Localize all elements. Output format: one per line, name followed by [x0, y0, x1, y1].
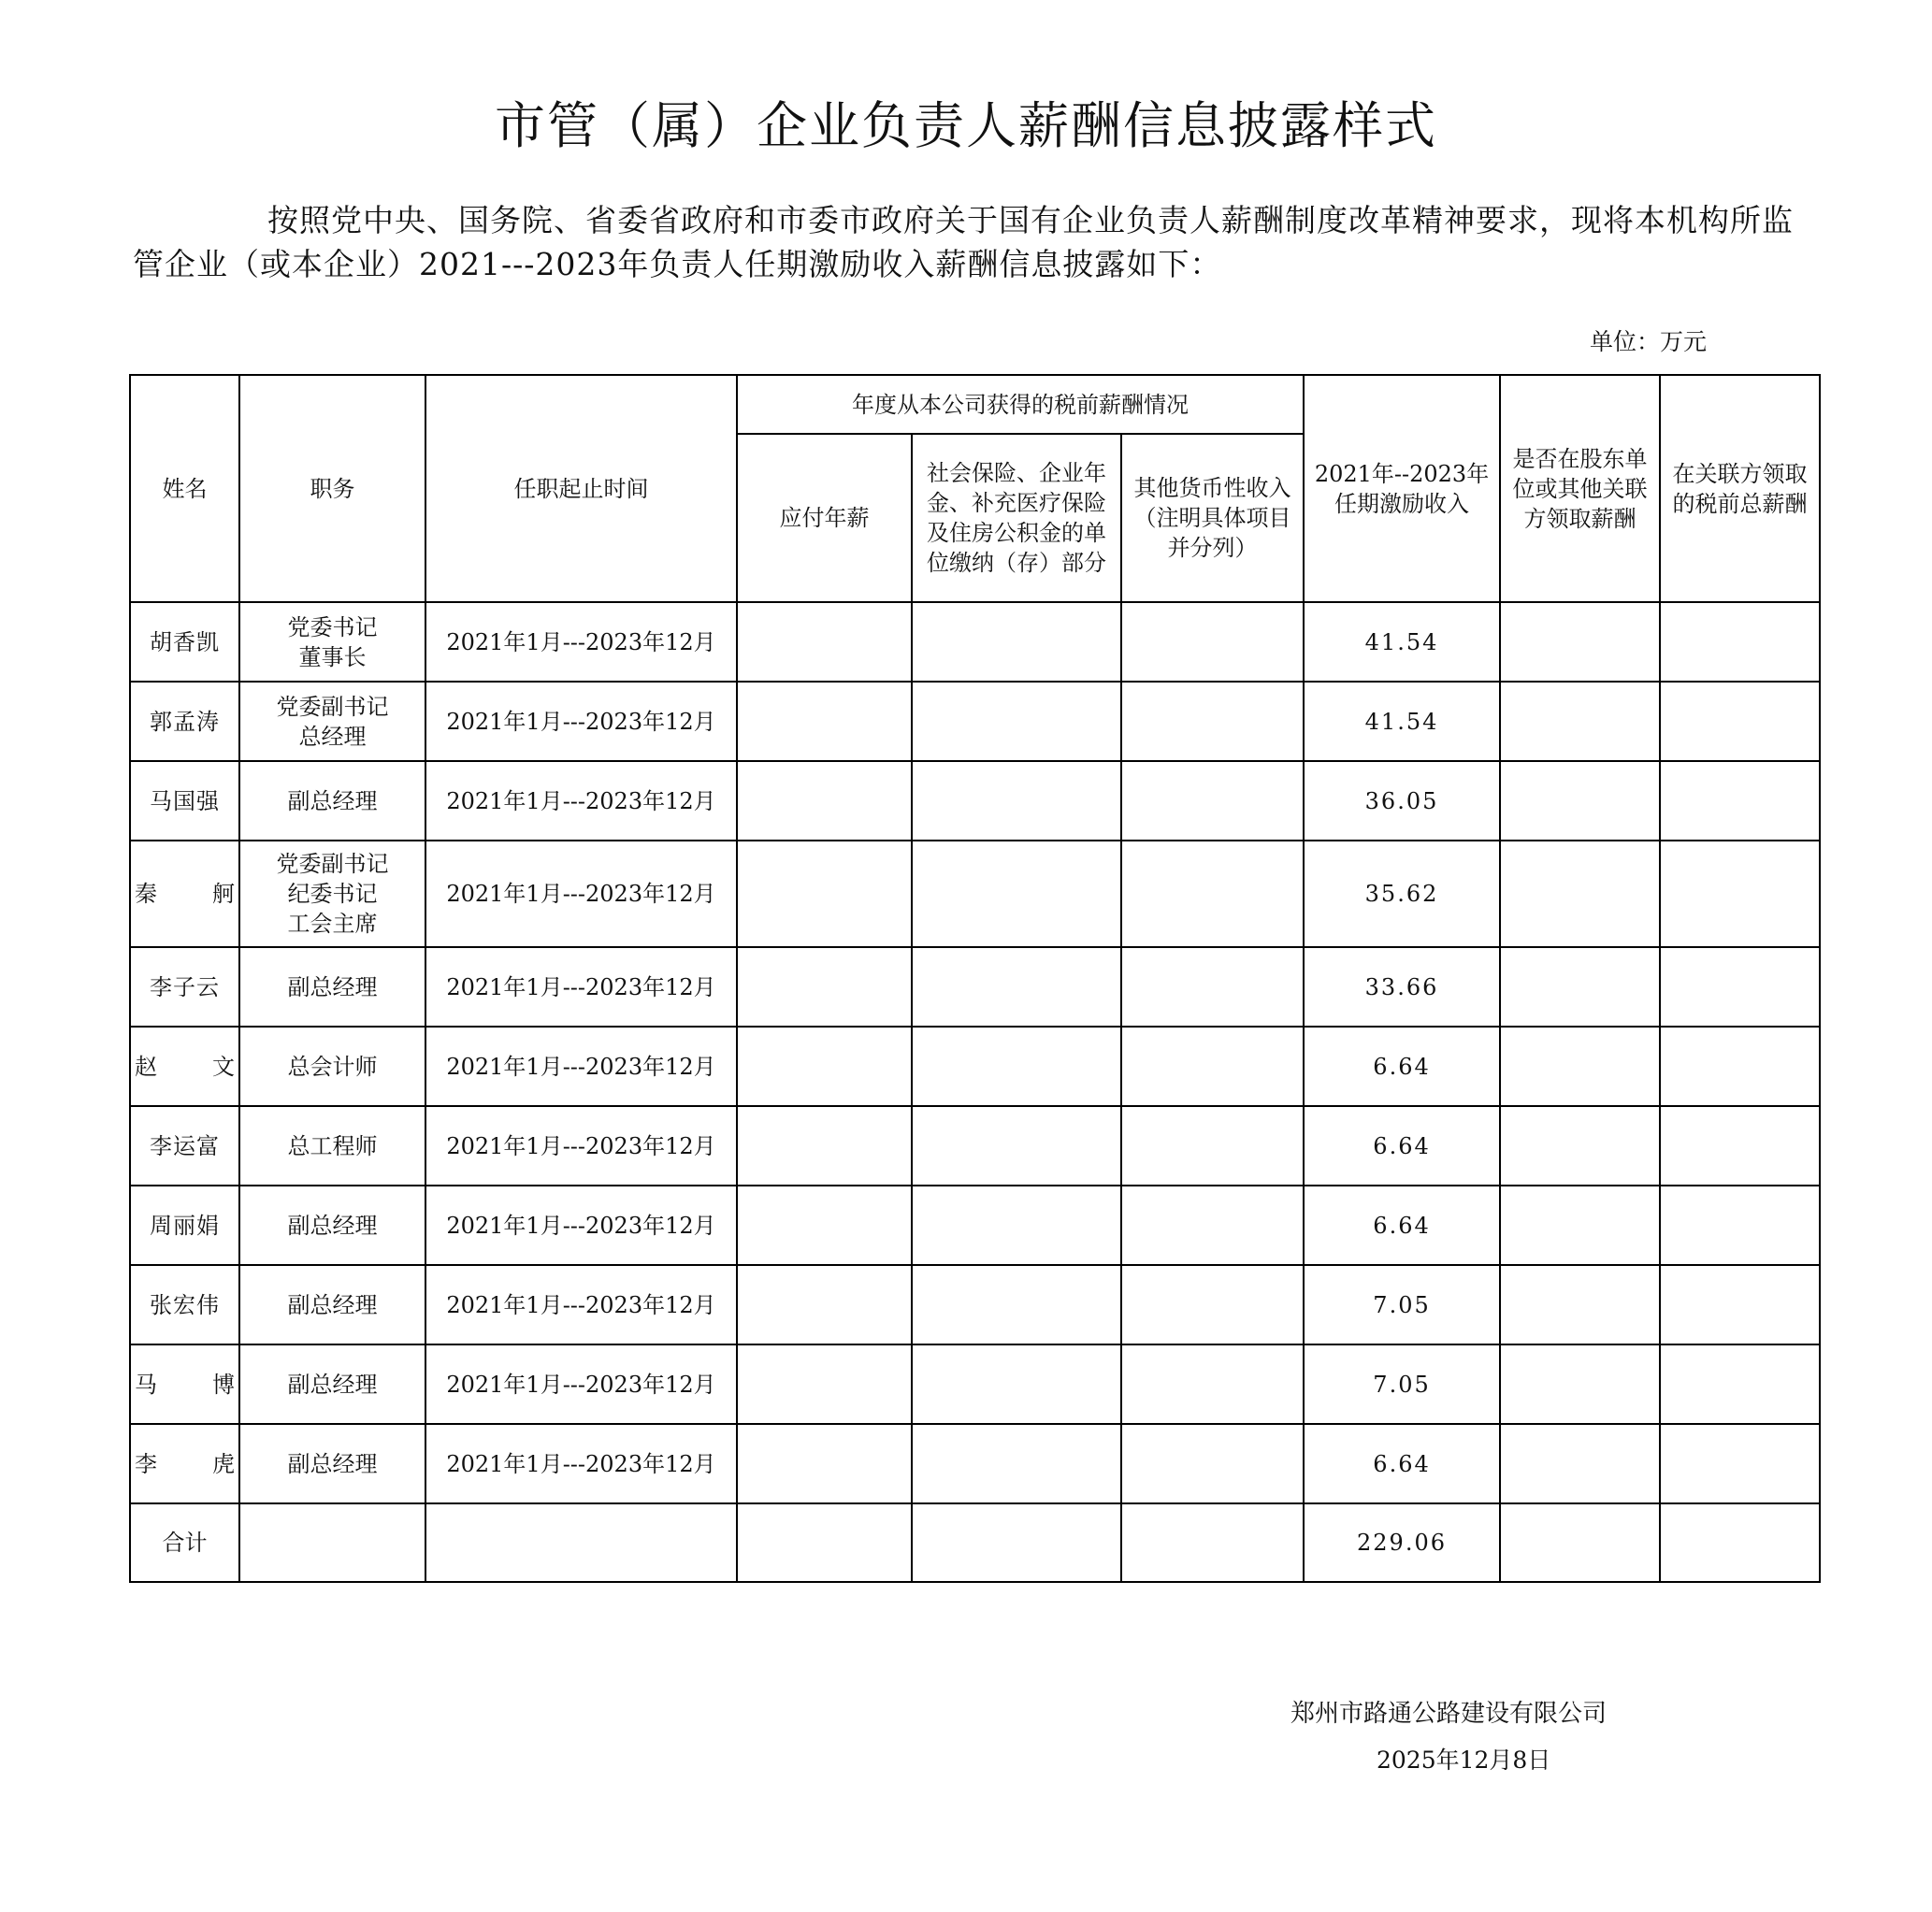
row-other-income [1121, 1265, 1304, 1344]
header-related-total: 在关联方领取的税前总薪酬 [1660, 375, 1820, 602]
row-related-total [1660, 1344, 1820, 1424]
position-line: 董事长 [298, 643, 367, 670]
row-tenure-incentive: 6.64 [1304, 1027, 1500, 1106]
row-related-party [1500, 761, 1660, 841]
table-row [130, 1186, 1820, 1265]
document-title: 市管（属）企业负责人薪酬信息披露样式 [495, 96, 1437, 155]
row-social-insurance [912, 1265, 1121, 1344]
row-position: 副总经理 [239, 1344, 425, 1424]
row-position [239, 602, 425, 682]
row-other-income [1121, 602, 1304, 682]
header-row [130, 375, 1820, 434]
total-term [425, 1503, 737, 1582]
header-other-income: 其他货币性收入（注明具体项目并分列） [1121, 434, 1304, 602]
row-social-insurance [912, 1186, 1121, 1265]
row-related-party [1500, 682, 1660, 761]
row-related-party [1500, 841, 1660, 947]
table-row [130, 1106, 1820, 1186]
header-payable-salary: 应付年薪 [737, 434, 912, 602]
row-tenure-incentive: 7.05 [1304, 1344, 1500, 1424]
row-position: 副总经理 [239, 1265, 425, 1344]
table-row [130, 1265, 1820, 1344]
total-social-insurance [912, 1503, 1121, 1582]
total-position [239, 1503, 425, 1582]
row-name: 郭孟涛 [130, 682, 239, 761]
row-term: 2021年1月---2023年12月 [425, 1027, 737, 1106]
row-other-income [1121, 841, 1304, 947]
row-other-income [1121, 1344, 1304, 1424]
row-related-party [1500, 1027, 1660, 1106]
row-term: 2021年1月---2023年12月 [425, 1424, 737, 1503]
position-line: 党委书记 [287, 613, 378, 640]
row-payable-salary [737, 602, 912, 682]
row-name: 李子云 [130, 947, 239, 1027]
row-position [239, 682, 425, 761]
row-payable-salary [737, 1106, 912, 1186]
row-payable-salary [737, 682, 912, 761]
header-position: 职务 [239, 375, 425, 602]
row-position: 总会计师 [239, 1027, 425, 1106]
row-payable-salary [737, 1344, 912, 1424]
row-other-income [1121, 947, 1304, 1027]
table-row [130, 1424, 1820, 1503]
row-term: 2021年1月---2023年12月 [425, 602, 737, 682]
row-name: 马国强 [130, 761, 239, 841]
row-other-income [1121, 682, 1304, 761]
row-name: 赵文 [130, 1027, 239, 1106]
row-term: 2021年1月---2023年12月 [425, 761, 737, 841]
row-name: 马博 [130, 1344, 239, 1424]
row-payable-salary [737, 1265, 912, 1344]
position-line: 总经理 [298, 723, 367, 750]
table-row [130, 947, 1820, 1027]
row-social-insurance [912, 841, 1121, 947]
row-payable-salary [737, 841, 912, 947]
row-position: 副总经理 [239, 1186, 425, 1265]
row-term: 2021年1月---2023年12月 [425, 1186, 737, 1265]
row-name: 胡香凯 [130, 602, 239, 682]
row-term: 2021年1月---2023年12月 [425, 682, 737, 761]
row-related-total [1660, 1106, 1820, 1186]
position-line: 党委副书记 [276, 693, 389, 720]
row-related-total [1660, 841, 1820, 947]
intro-paragraph: 按照党中央、国务院、省委省政府和市委市政府关于国有企业负责人薪酬制度改革精神要求，现将本机构所监管企业（或本企业）2021---2023年负责人任期激励收入薪酬信息披露如下： [133, 202, 1794, 282]
row-term: 2021年1月---2023年12月 [425, 1265, 737, 1344]
row-position: 副总经理 [239, 761, 425, 841]
row-tenure-incentive: 6.64 [1304, 1424, 1500, 1503]
row-tenure-incentive: 33.66 [1304, 947, 1500, 1027]
row-social-insurance [912, 602, 1121, 682]
row-social-insurance [912, 1106, 1121, 1186]
total-payable-salary [737, 1503, 912, 1582]
row-other-income [1121, 1027, 1304, 1106]
row-social-insurance [912, 761, 1121, 841]
row-name: 李运富 [130, 1106, 239, 1186]
row-position: 总工程师 [239, 1106, 425, 1186]
position-line: 纪委书记 [287, 881, 378, 907]
row-term: 2021年1月---2023年12月 [425, 1344, 737, 1424]
row-related-total [1660, 1424, 1820, 1503]
row-related-party [1500, 1186, 1660, 1265]
row-name: 周丽娟 [130, 1186, 239, 1265]
header-related-party: 是否在股东单位或其他关联方领取薪酬 [1500, 375, 1660, 602]
row-social-insurance [912, 947, 1121, 1027]
row-other-income [1121, 1106, 1304, 1186]
row-related-total [1660, 1027, 1820, 1106]
row-related-total [1660, 947, 1820, 1027]
row-social-insurance [912, 1424, 1121, 1503]
row-tenure-incentive: 7.05 [1304, 1265, 1500, 1344]
total-related-party [1500, 1503, 1660, 1582]
row-related-total [1660, 761, 1820, 841]
row-payable-salary [737, 947, 912, 1027]
row-social-insurance [912, 682, 1121, 761]
row-term: 2021年1月---2023年12月 [425, 947, 737, 1027]
row-related-party [1500, 1106, 1660, 1186]
table-row [130, 602, 1820, 682]
footer-date: 2025年12月8日 [1377, 1747, 1551, 1774]
row-tenure-incentive: 6.64 [1304, 1106, 1500, 1186]
row-tenure-incentive: 35.62 [1304, 841, 1500, 947]
row-related-total [1660, 602, 1820, 682]
row-other-income [1121, 1186, 1304, 1265]
total-other-income [1121, 1503, 1304, 1582]
header-annual-group: 年度从本公司获得的税前薪酬情况 [737, 375, 1304, 434]
total-related-total [1660, 1503, 1820, 1582]
row-related-party [1500, 947, 1660, 1027]
row-position: 副总经理 [239, 947, 425, 1027]
position-line: 党委副书记 [276, 851, 389, 877]
row-related-party [1500, 602, 1660, 682]
table-row [130, 761, 1820, 841]
total-label: 合计 [130, 1503, 239, 1582]
row-related-party [1500, 1424, 1660, 1503]
position-line: 工会主席 [287, 911, 378, 937]
row-payable-salary [737, 1424, 912, 1503]
row-term: 2021年1月---2023年12月 [425, 1106, 737, 1186]
table-row [130, 1027, 1820, 1106]
row-tenure-incentive: 41.54 [1304, 682, 1500, 761]
row-term: 2021年1月---2023年12月 [425, 841, 737, 947]
unit-label: 单位：万元 [1590, 328, 1708, 355]
row-tenure-incentive: 36.05 [1304, 761, 1500, 841]
row-name: 秦舸 [130, 841, 239, 947]
footer-company: 郑州市路通公路建设有限公司 [1290, 1700, 1608, 1728]
row-social-insurance [912, 1344, 1121, 1424]
row-position: 副总经理 [239, 1424, 425, 1503]
total-tenure-incentive: 229.06 [1304, 1503, 1500, 1582]
row-other-income [1121, 761, 1304, 841]
header-social-insurance: 社会保险、企业年金、补充医疗保险及住房公积金的单位缴纳（存）部分 [912, 434, 1121, 602]
row-tenure-incentive: 41.54 [1304, 602, 1500, 682]
row-social-insurance [912, 1027, 1121, 1106]
row-other-income [1121, 1424, 1304, 1503]
header-term: 任职起止时间 [425, 375, 737, 602]
row-related-total [1660, 1186, 1820, 1265]
row-payable-salary [737, 1186, 912, 1265]
header-tenure-incentive: 2021年--2023年任期激励收入 [1304, 375, 1500, 602]
row-related-party [1500, 1265, 1660, 1344]
total-row [130, 1503, 1820, 1582]
row-position [239, 841, 425, 947]
row-related-total [1660, 682, 1820, 761]
row-related-party [1500, 1344, 1660, 1424]
row-name: 李虎 [130, 1424, 239, 1503]
row-tenure-incentive: 6.64 [1304, 1186, 1500, 1265]
row-payable-salary [737, 761, 912, 841]
table-row [130, 682, 1820, 761]
table-row [130, 1344, 1820, 1424]
table-row [130, 841, 1820, 947]
header-name: 姓名 [130, 375, 239, 602]
compensation-table [129, 374, 1821, 1583]
row-name: 张宏伟 [130, 1265, 239, 1344]
row-related-total [1660, 1265, 1820, 1344]
row-payable-salary [737, 1027, 912, 1106]
